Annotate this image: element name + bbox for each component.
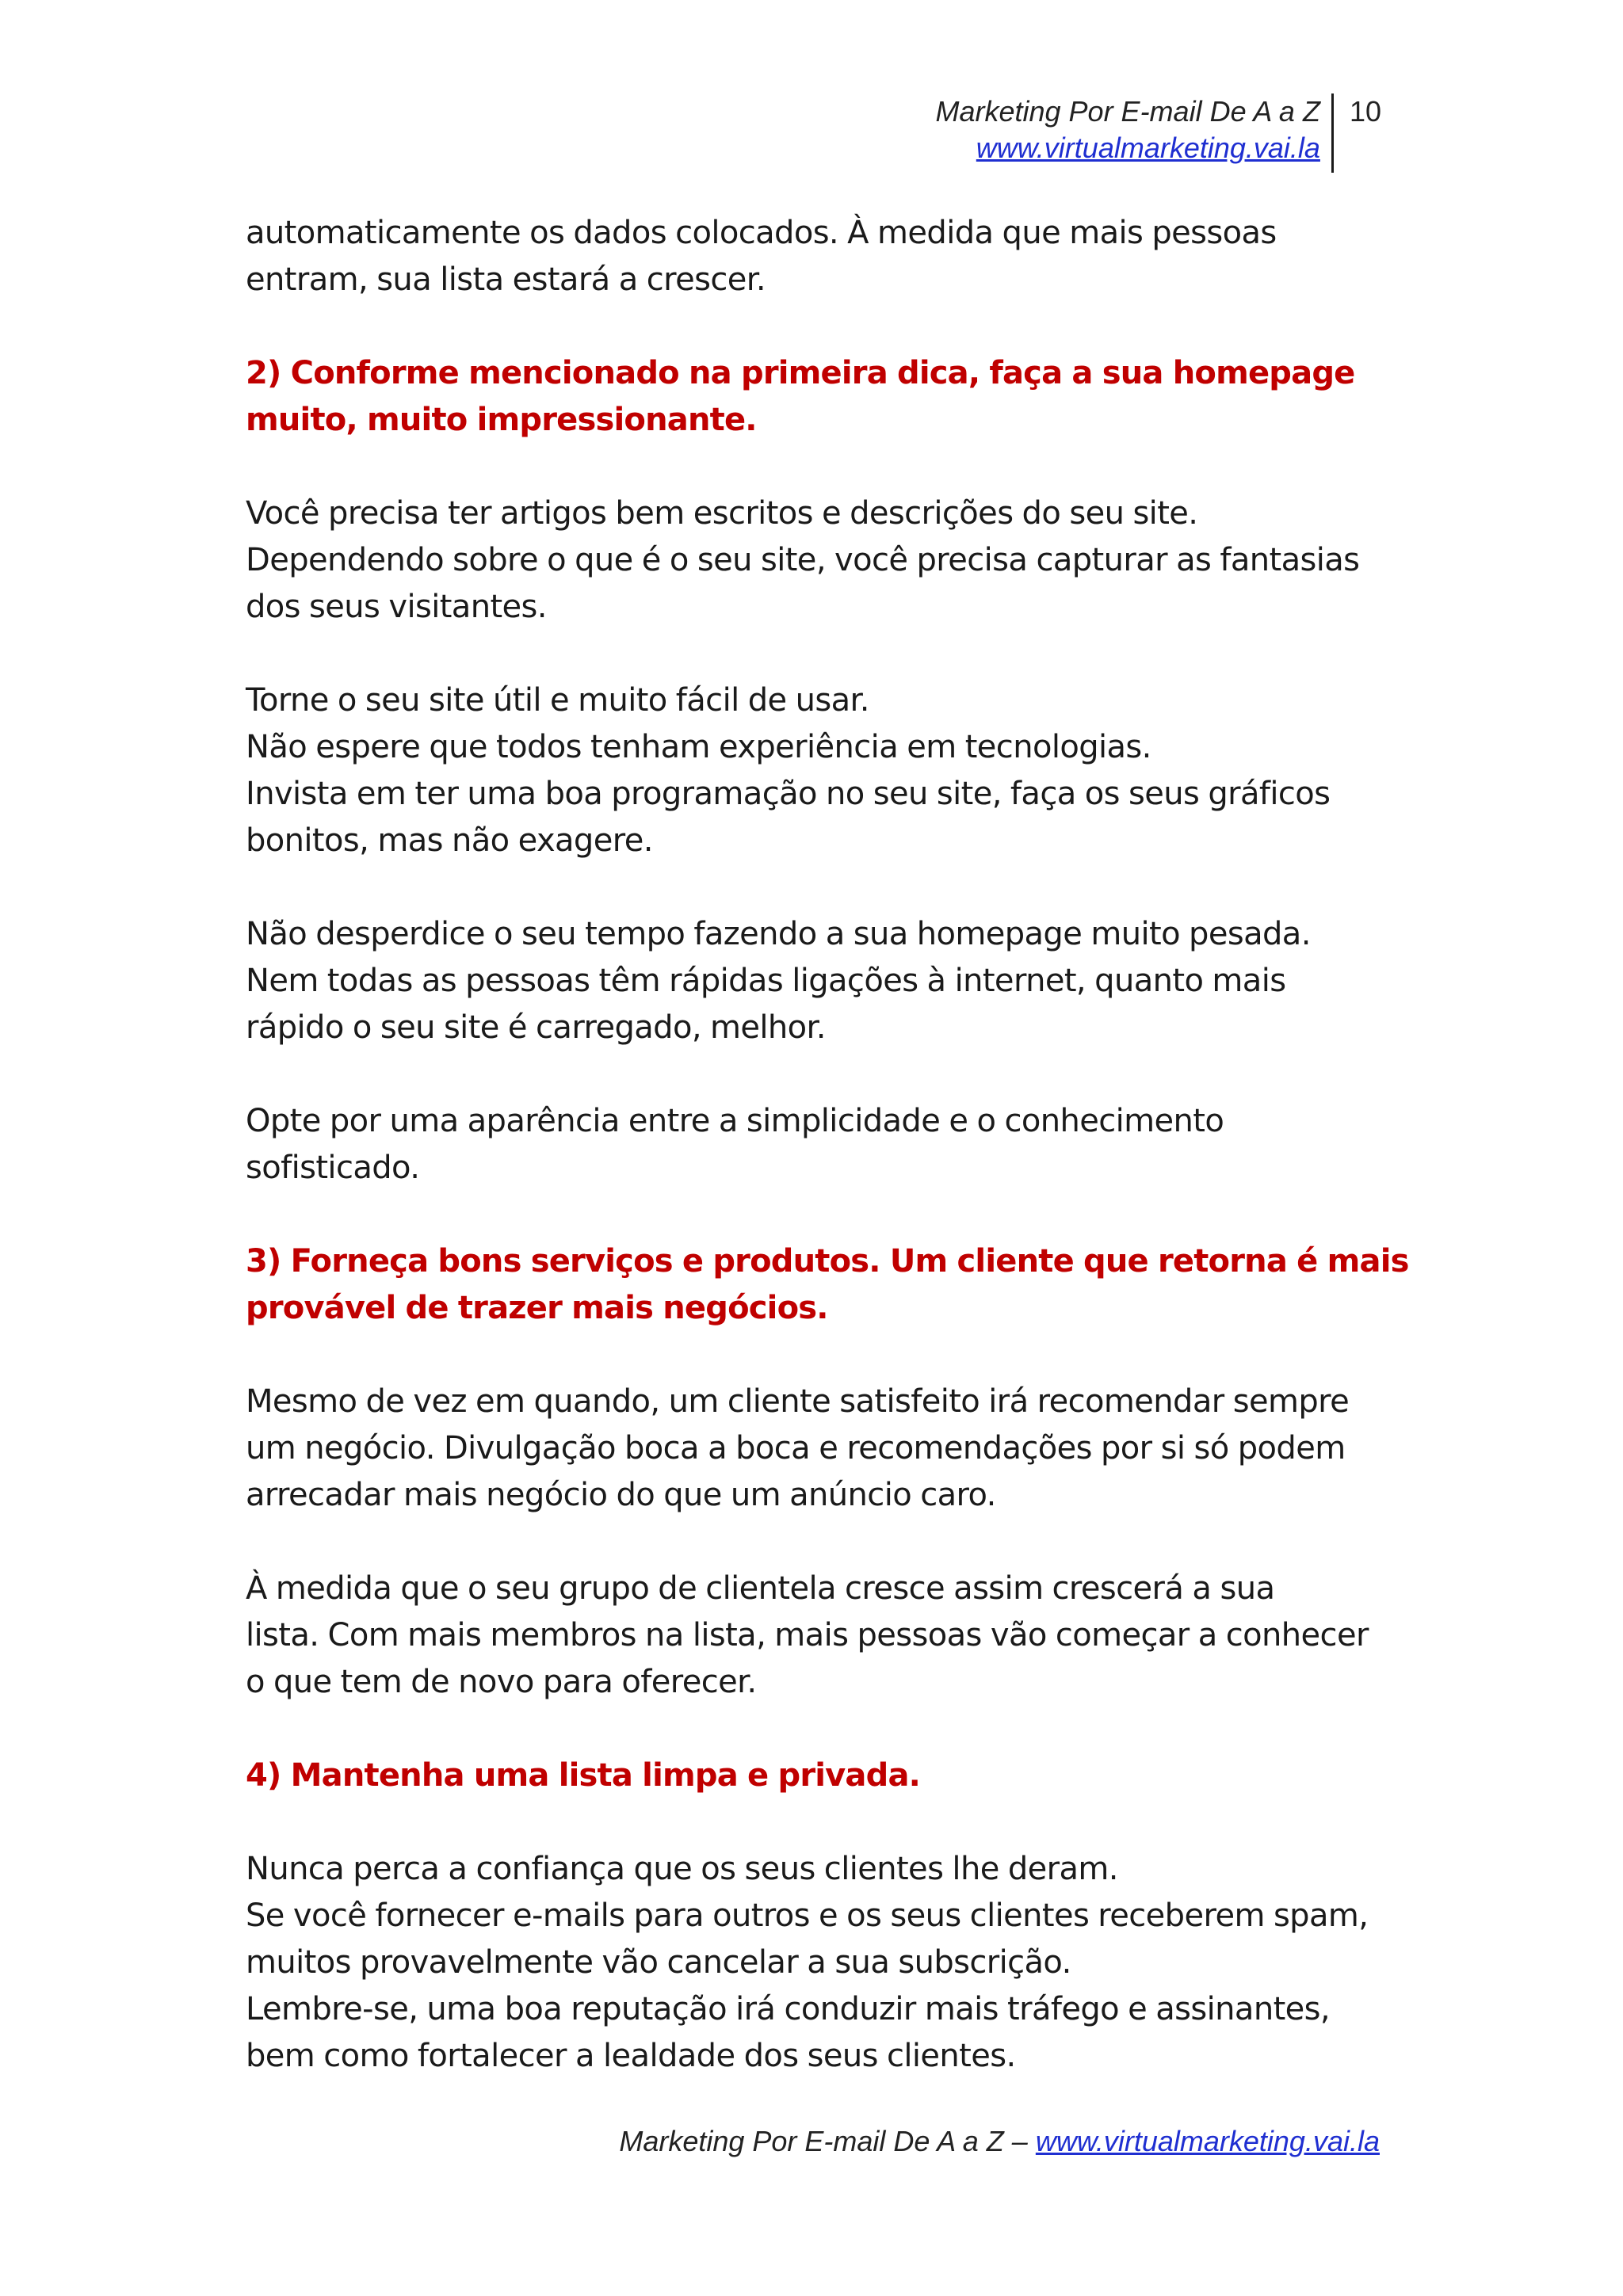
heading-line: 3) Forneça bons serviços e produtos. Um cliente que retorna é mais xyxy=(246,1243,1409,1280)
text-line: dos seus visitantes. xyxy=(246,589,547,625)
paragraph-trust xyxy=(246,1846,1403,2080)
text-line: À medida que o seu grupo de clientela cresce assim crescerá a sua xyxy=(246,1570,1275,1607)
text-line: automaticamente os dados colocados. À medida que mais pessoas xyxy=(246,215,1277,251)
paragraph-recommendation xyxy=(246,1379,1403,1519)
text-line: Torne o seu site útil e muito fácil de usar. xyxy=(246,682,869,719)
paragraph-clientele-growth xyxy=(246,1566,1403,1706)
paragraph-intro-continuation xyxy=(246,210,1403,303)
text-line: rápido o seu site é carregado, melhor. xyxy=(246,1009,826,1046)
page-number: 10 xyxy=(1349,95,1381,128)
text-line: entram, sua lista estará a crescer. xyxy=(246,261,766,298)
section-heading-2 xyxy=(246,350,1403,444)
section-heading-4 xyxy=(246,1753,1403,1799)
paragraph-appearance xyxy=(246,1098,1403,1192)
text-line: bem como fortalecer a lealdade dos seus clientes. xyxy=(246,2038,1016,2074)
page-content xyxy=(246,210,1409,2126)
text-line: arrecadar mais negócio do que um anúncio caro. xyxy=(246,1477,996,1513)
text-line: Invista em ter uma boa programação no seu site, faça os seus gráficos xyxy=(246,776,1331,812)
text-line: Nunca perca a confiança que os seus clientes lhe deram. xyxy=(246,1851,1118,1887)
text-line: um negócio. Divulgação boca a boca e recomendações por si só podem xyxy=(246,1430,1346,1466)
text-line: Você precisa ter artigos bem escritos e descrições do seu site. xyxy=(246,495,1198,532)
heading-line: 4) Mantenha uma lista limpa e privada. xyxy=(246,1757,921,1794)
text-line: o que tem de novo para oferecer. xyxy=(246,1664,757,1700)
text-line: Dependendo sobre o que é o seu site, você precisa capturar as fantasias xyxy=(246,542,1360,578)
text-line: Não espere que todos tenham experiência em tecnologias. xyxy=(246,729,1151,765)
text-line: Não desperdice o seu tempo fazendo a sua homepage muito pesada. xyxy=(246,916,1311,952)
heading-line: muito, muito impressionante. xyxy=(246,402,757,438)
text-line: muitos provavelmente vão cancelar a sua subscrição. xyxy=(246,1944,1071,1981)
footer-link[interactable]: www.virtualmarketing.vai.la xyxy=(1035,2125,1380,2157)
paragraph-articles xyxy=(246,490,1403,631)
paragraph-page-weight xyxy=(246,911,1403,1051)
heading-line: provável de trazer mais negócios. xyxy=(246,1290,828,1326)
header-title: Marketing Por E-mail De A a Z xyxy=(935,95,1320,128)
paragraph-usability xyxy=(246,677,1403,864)
text-line: bonitos, mas não exagere. xyxy=(246,822,653,859)
text-line: lista. Com mais membros na lista, mais pessoas vão começar a conhecer xyxy=(246,1617,1369,1653)
header-link[interactable]: www.virtualmarketing.vai.la xyxy=(976,132,1320,164)
text-line: Opte por uma aparência entre a simplicidade e o conhecimento xyxy=(246,1103,1224,1139)
text-line: Mesmo de vez em quando, um cliente satisfeito irá recomendar sempre xyxy=(246,1383,1350,1420)
header-text-block xyxy=(935,93,1333,173)
text-line: Nem todas as pessoas têm rápidas ligações à internet, quanto mais xyxy=(246,963,1286,999)
page-header xyxy=(935,93,1381,173)
heading-line: 2) Conforme mencionado na primeira dica, faça a sua homepage xyxy=(246,355,1355,391)
text-line: Lembre-se, uma boa reputação irá conduzir mais tráfego e assinantes, xyxy=(246,1991,1331,2027)
page-footer xyxy=(619,2123,1380,2160)
footer-title: Marketing Por E-mail De A a Z – xyxy=(619,2125,1028,2157)
text-line: sofisticado. xyxy=(246,1150,420,1186)
text-line: Se você fornecer e-mails para outros e os seus clientes receberem spam, xyxy=(246,1897,1369,1934)
section-heading-3 xyxy=(246,1238,1409,1332)
